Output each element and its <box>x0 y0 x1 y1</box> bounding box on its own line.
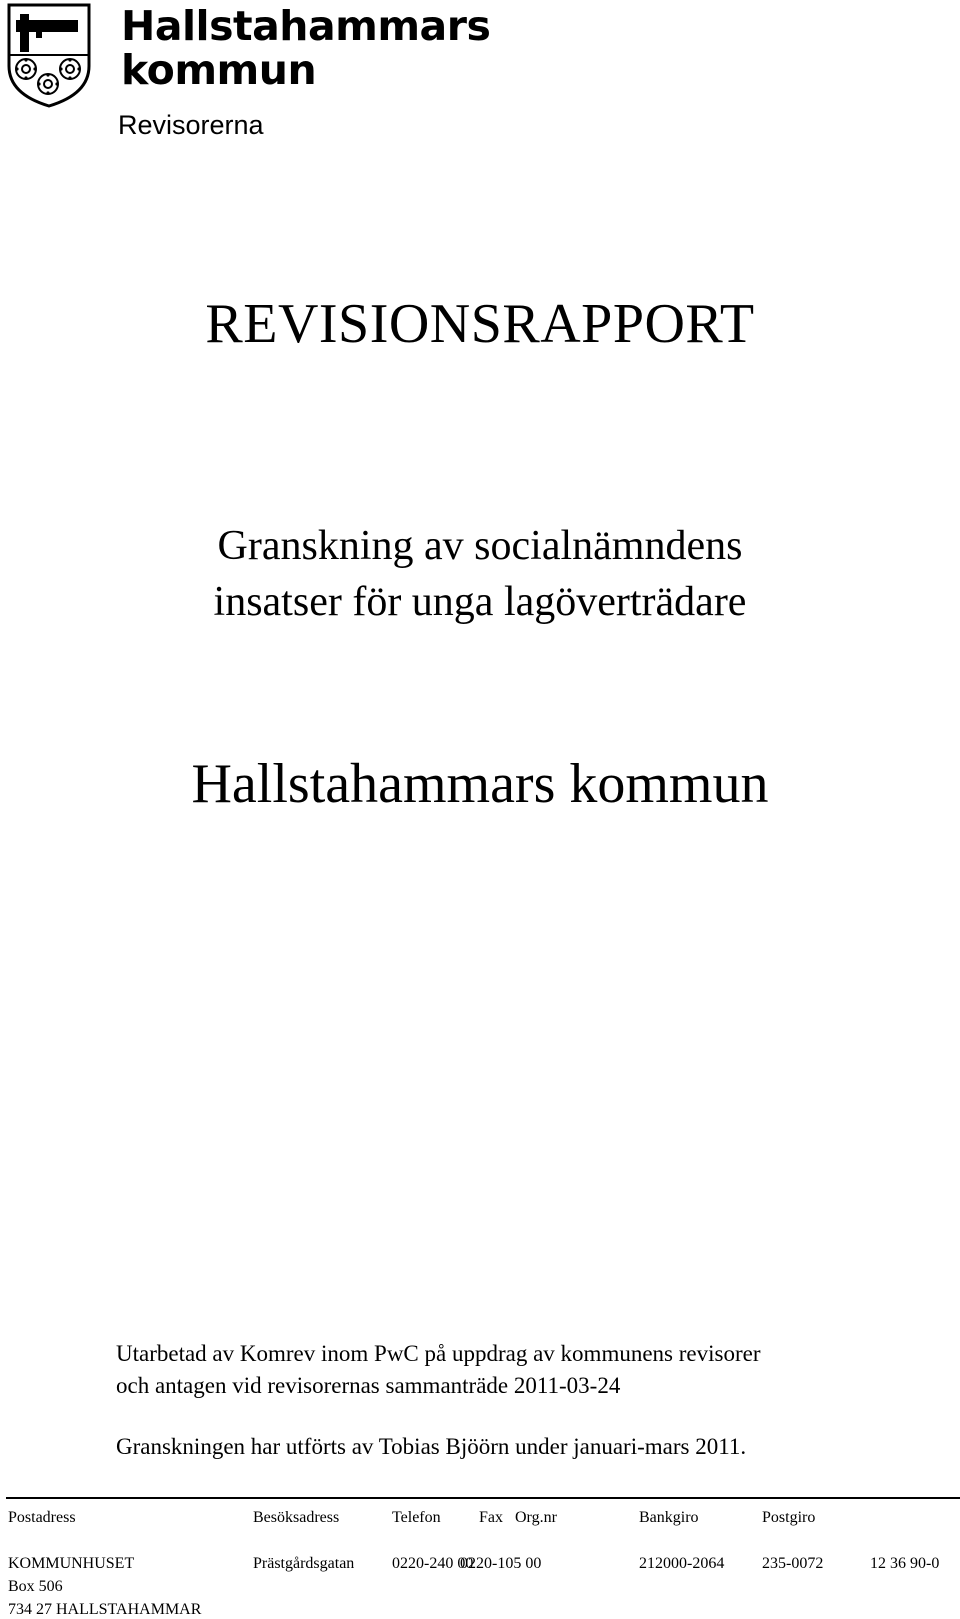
footer-extra-value: 12 36 90-0 <box>870 1555 940 1572</box>
footer-divider <box>6 1497 960 1499</box>
footer-header-orgnr: Org.nr <box>515 1509 557 1526</box>
footer-postadress-line-2: Box 506 <box>8 1578 63 1595</box>
performed-by-paragraph: Granskningen har utförts av Tobias Bjöörn under januari-mars 2011. <box>116 1434 747 1459</box>
footer-besoksadress-value: Prästgårdsgatan <box>253 1555 355 1572</box>
report-subtitle <box>0 518 960 630</box>
prepared-by-paragraph <box>116 1338 760 1402</box>
footer-header-telefon: Telefon <box>392 1509 441 1526</box>
coat-of-arms-icon <box>6 2 92 110</box>
logo-line-2: kommun <box>121 46 317 94</box>
logo-wordmark <box>121 4 490 92</box>
footer-header-besoksadress: Besöksadress <box>253 1509 340 1526</box>
footer-header-bankgiro: Bankgiro <box>639 1509 699 1526</box>
footer-telefon-value: 0220-240 00 <box>392 1555 474 1572</box>
footer-header-fax: Fax <box>479 1509 503 1526</box>
municipality-logo <box>6 2 491 112</box>
footer-postgiro-value: 235-0072 <box>762 1555 824 1572</box>
footer-orgnr-value: 0220-105 00 <box>460 1555 542 1572</box>
department-label: Revisorerna <box>118 110 264 140</box>
report-title: REVISIONSRAPPORT <box>205 293 755 355</box>
prepared-line-1: Utarbetad av Komrev inom PwC på uppdrag av kommunens revisorer <box>116 1341 761 1366</box>
footer-postadress-line-1: KOMMUNHUSET <box>8 1555 135 1572</box>
subtitle-line-2: insatser för unga lagöverträdare <box>213 579 747 625</box>
footer-bankgiro-value: 212000-2064 <box>639 1555 725 1572</box>
prepared-line-2: och antagen vid revisorernas sammanträde 2011-03-24 <box>116 1373 621 1398</box>
footer-header-postadress: Postadress <box>8 1509 76 1526</box>
logo-line-1: Hallstahammars <box>121 2 491 50</box>
subtitle-line-1: Granskning av socialnämndens <box>217 523 743 569</box>
footer-header-postgiro: Postgiro <box>762 1509 816 1526</box>
organization-name: Hallstahammars kommun <box>191 753 769 815</box>
footer-postadress-line-3: 734 27 HALLSTAHAMMAR <box>8 1601 202 1618</box>
